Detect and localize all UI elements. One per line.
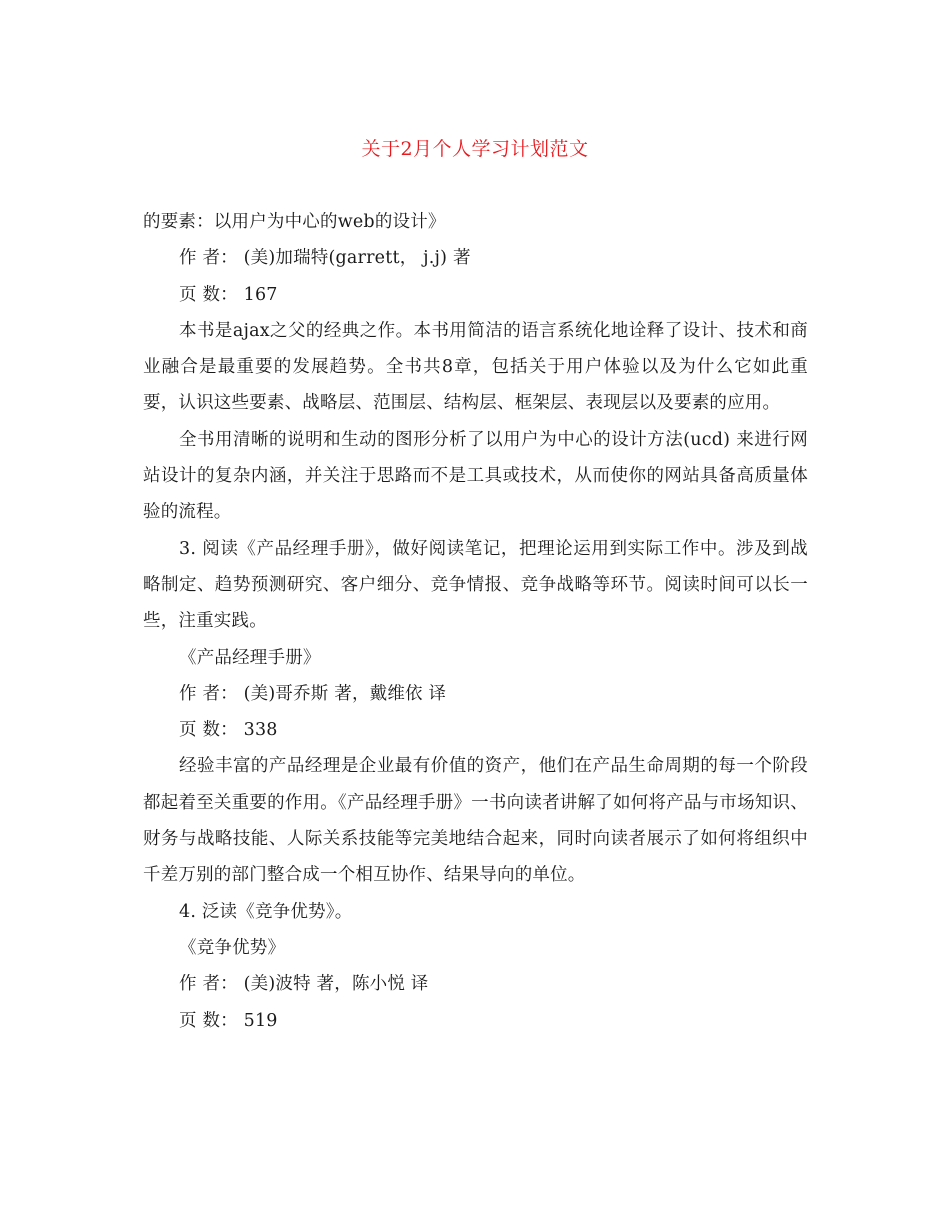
paragraph-pages-2: 页 数： 338 — [179, 720, 278, 741]
paragraph-author-3: 作 者： (美)波特 著，陈小悦 译 — [179, 974, 429, 995]
paragraph-book-subtitle: 的要素：以用户为中心的web的设计》 — [143, 212, 446, 232]
document-body — [143, 204, 808, 1039]
paragraph-author-2: 作 者： (美)哥乔斯 著，戴维依 译 — [179, 683, 447, 704]
paragraph-book-description-3: 经验丰富的产品经理是企业最有价值的资产，他们在产品生命周期的每一个阶段都起着至关重要的作用。《产品经理手册》一书向读者讲解了如何将产品与市场知识、财务与战略技能、人际关系技能等完美地结合起来，同时向读者展示了如何将组织中千差万别的部门整合成一个相互协作、结果导向的单位。 — [143, 756, 808, 886]
document-title: 关于2月个人学习计划范文 — [361, 138, 589, 160]
paragraph-book-title-3: 《竞争优势》 — [179, 937, 286, 958]
paragraph-book-title-2: 《产品经理手册》 — [179, 647, 321, 668]
paragraph-book-description-2: 全书用清晰的说明和生动的图形分析了以用户为中心的设计方法(ucd) 来进行网站设计的复杂内涵，并关注于思路而不是工具或技术，从而使你的网站具备高质量体验的流程。 — [143, 429, 808, 523]
paragraph-book-description-1: 本书是ajax之父的经典之作。本书用简洁的语言系统化地诠释了设计、技术和商业融合是最重要的发展趋势。全书共8章，包括关于用户体验以及为什么它如此重要，认识这些要素、战略层、范围层、结构层、框架层、表现层以及要素的应用。 — [143, 320, 808, 414]
paragraph-item-3: 3. 阅读《产品经理手册》，做好阅读笔记，把理论运用到实际工作中。涉及到战略制定、趋势预测研究、客户细分、竞争情报、竞争战略等环节。阅读时间可以长一些，注重实践。 — [143, 538, 808, 632]
paragraph-author-1: 作 者： (美)加瑞特(garrett， j.j) 著 — [179, 248, 471, 269]
paragraph-item-4: 4. 泛读《竞争优势》。 — [179, 901, 353, 922]
paragraph-pages-1: 页 数： 167 — [179, 284, 278, 305]
paragraph-pages-3: 页 数： 519 — [179, 1010, 278, 1031]
